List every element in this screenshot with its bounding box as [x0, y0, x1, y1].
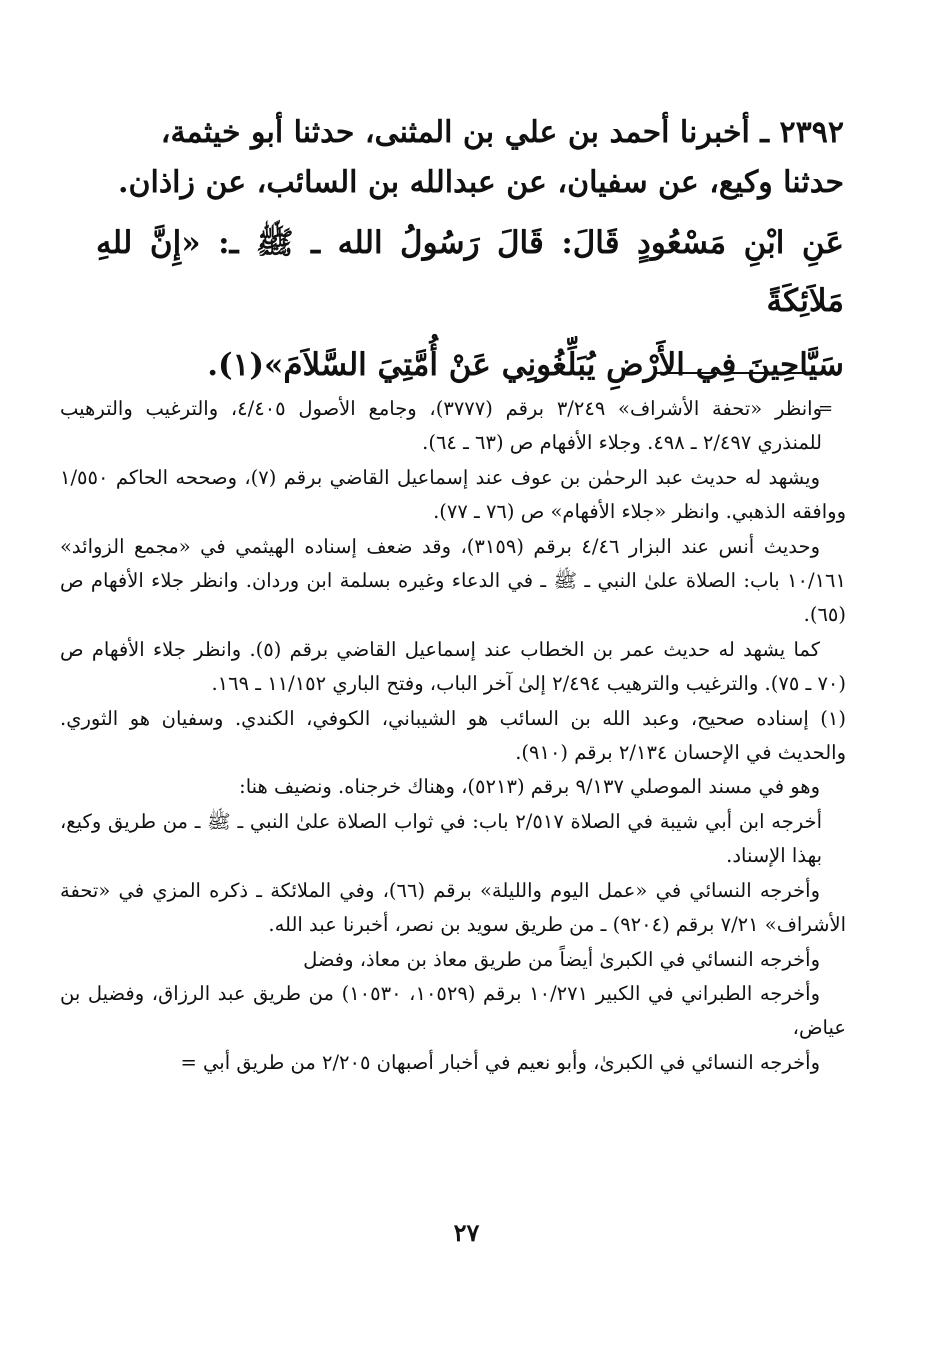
isnad-line-2: حدثنا وكيع، عن سفيان، عن عبدالله بن السائب، عن زاذان. [118, 165, 844, 200]
footnote-paragraph: وحديث أنس عند البزار ٤/٤٦ برقم (٣١٥٩)، وقد ضعف إسناده الهيثمي في «مجمع الزوائد» ١٠/١٦١ باب: الصلاة علىٰ النبي ـ ﷺ ـ في الدعاء وغيره بسلمة ابن وردان. وانظر جلاء الأفهام ص (٦٥). [60, 534, 846, 627]
footnote-paragraph: وأخرجه النسائي في «عمل اليوم والليلة» برقم (٦٦)، وفي الملائكة ـ ذكره المزي في «تحفة الأشراف» ٧/٢١ برقم (٩٢٠٤) ـ من طريق سويد بن نصر، أخبرنا عبد الله. [60, 878, 846, 937]
footnote-paragraph: وأخرجه النسائي في الكبرىٰ أيضاً من طريق معاذ بن معاذ، وفضل [303, 947, 820, 971]
footnote-1 [60, 702, 846, 771]
footnote-paragraph: وانظر «تحفة الأشراف» ٣/٢٤٩ برقم (٣٧٧٧)، وجامع الأصول ٤/٤٠٥، والترغيب والترهيب للمنذري ٢/٤٩٧ ـ ٤٩٨. وجلاء الأفهام ص (٦٣ ـ ٦٤). [60, 397, 822, 455]
footnote-paragraph: كما يشهد له حديث عمر بن الخطاب عند إسماعيل القاضي برقم (٥). وانظر جلاء الأفهام ص (٧٠ ـ ٧٥). والترغيب والترهيب ٢/٤٩٤ إلىٰ آخر الباب، وفتح الباري ١١/١٥٢ ـ ١٦٩. [60, 637, 846, 696]
hadith-line-2: سَيَّاحِينَ فِي الأَرْضِ يُبَلِّغُونِي عَنْ أُمَّتِيَ السَّلاَمَ»(١). [207, 347, 844, 383]
footnotes [60, 392, 846, 1080]
footnote-paragraph: وأخرجه النسائي في الكبرىٰ، وأبو نعيم في أخبار أصبهان ٢/٢٠٥ من طريق أبي = [180, 1050, 820, 1074]
page-number: ٢٧ [453, 1218, 480, 1247]
footnote-paragraph: وأخرجه الطبراني في الكبير ١٠/٢٧١ برقم (١٠٥٢٩، ١٠٥٣٠) من طريق عبد الرزاق، وفضيل بن عياض، [60, 981, 846, 1040]
isnad-line-1: ٢٣٩٢ ـ أخبرنا أحمد بن علي بن المثنى، حدثنا أبو خيثمة، [160, 115, 844, 150]
footnote-divider [655, 372, 830, 374]
continuation-mark: = [818, 398, 834, 419]
main-text [96, 108, 844, 394]
footnote-1-text: إسناده صحيح، وعبد الله بن السائب هو الشيباني، الكوفي، الكندي. وسفيان هو الثوري. والحديث في الإحسان ٢/١٣٤ برقم (٩١٠). [60, 706, 846, 765]
footnote-paragraph: أخرجه ابن أبي شيبة في الصلاة ٢/٥١٧ باب: في ثواب الصلاة علىٰ النبي ـ ﷺ ـ من طريق وكيع، بهذا الإسناد. [60, 809, 822, 868]
footnote-1-marker: (١) [820, 706, 846, 730]
footnote-paragraph: ويشهد له حديث عبد الرحمٰن بن عوف عند إسماعيل القاضي برقم (٧)، وصححه الحاكم ١/٥٥٠ ووافقه الذهبي. وانظر «جلاء الأفهام» ص (٧٦ ـ ٧٧). [60, 465, 846, 524]
footnote-paragraph: وهو في مسند الموصلي ٩/١٣٧ برقم (٥٢١٣)، وهناك خرجناه. ونضيف هنا: [239, 775, 820, 799]
hadith-line-1: عَنِ ابْنِ مَسْعُودٍ قَالَ: قَالَ رَسُولُ الله ـ ﷺ ـ: «إِنَّ للهِ مَلاَئِكَةً [96, 225, 844, 319]
